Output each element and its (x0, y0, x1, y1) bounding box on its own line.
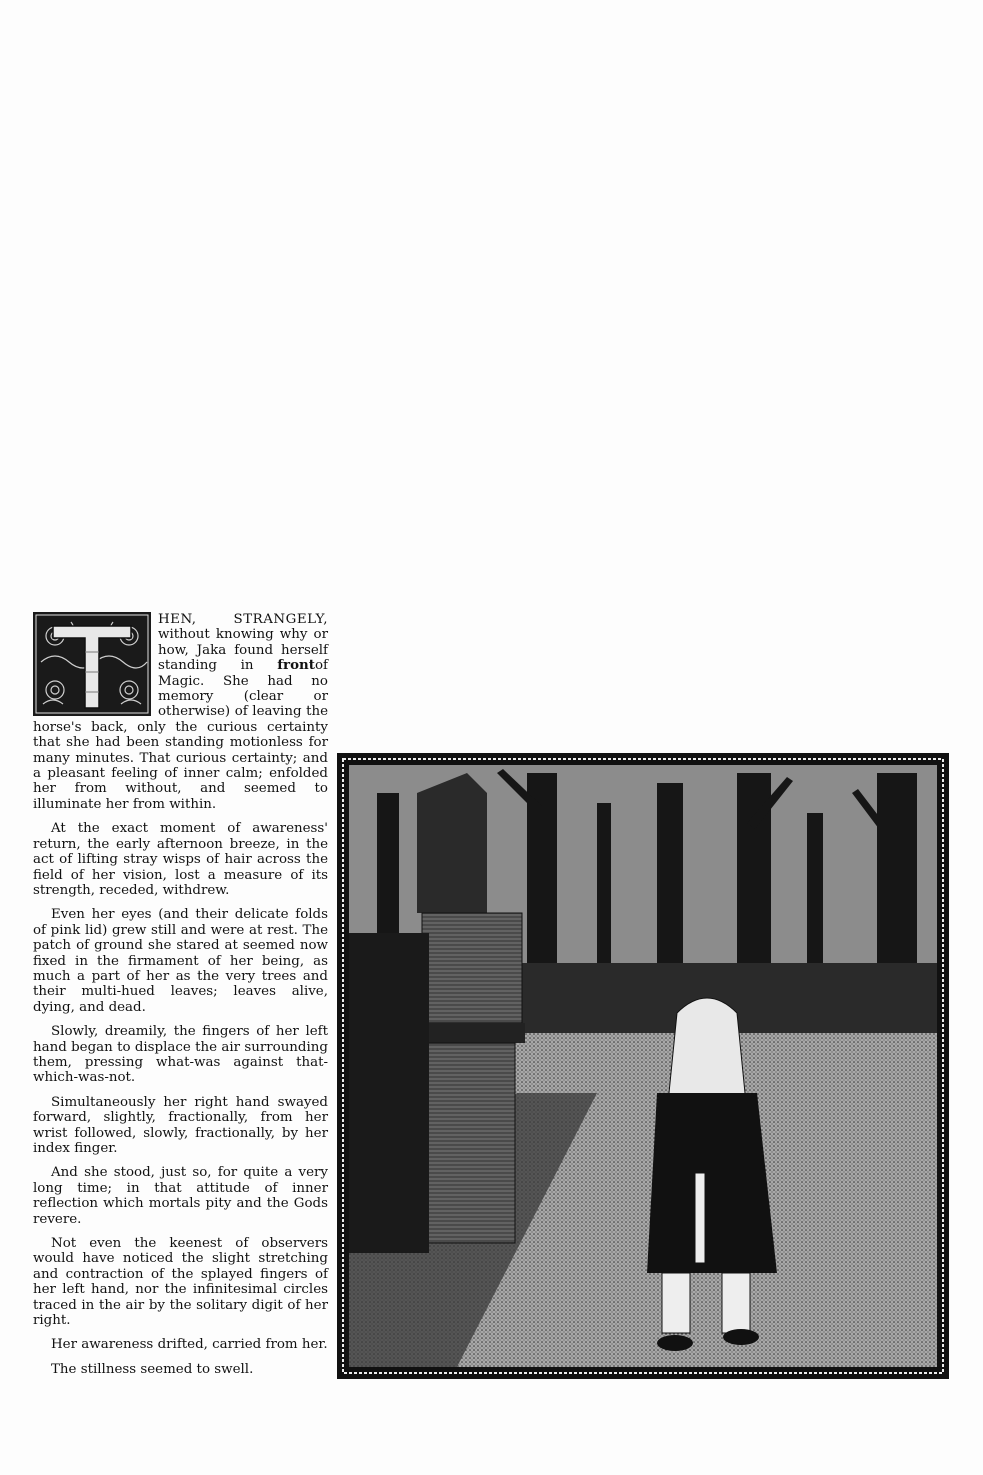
paragraph: Her awareness drifted, carried from her. (51, 1337, 328, 1353)
ornate-dropcap-t (33, 612, 151, 716)
bold-word: front (277, 657, 315, 674)
story-text (33, 612, 328, 1386)
paragraph: And she stood, just so, for quite a very long time; in that attitude of inner reflection which mortals pity and the Gods revere. (33, 1165, 328, 1227)
lead-in: HEN, STRANGELY, (158, 612, 328, 627)
paragraph: Slowly, dreamily, the fingers of her left hand began to displace the air surrounding them, pressing what-was against that-which-was-not. (33, 1024, 328, 1086)
paragraph-1-b: of Magic. She had no memory (clear or otherwise) of leaving the horse's back, only the curious certainty that she had been standing motionless for many minutes. That curious certainty; and a pleasant feeling of inner calm; enfolded her from without, and seemed to illuminate her from within. (33, 658, 328, 812)
paragraph: The stillness seemed to swell. (51, 1361, 254, 1377)
paragraph: Not even the keenest of observers would have noticed the slight stretching and contraction of the splayed fingers of her left hand, nor the infinitesimal circles traced in the air by the solitary digit of her right. (33, 1236, 328, 1329)
paragraph-1-a: without knowing why or how, Jaka found herself standing in (158, 627, 328, 674)
paragraph: Simultaneously her right hand swayed forward, slightly, fractionally, from her wrist followed, slowly, fractionally, by her index finger. (33, 1094, 328, 1156)
forest-illustration (337, 753, 949, 1379)
paragraph: At the exact moment of awareness' return, the early afternoon breeze, in the act of lifting stray wisps of hair across the field of her vision, lost a measure of its strength, receded, withdrew. (33, 821, 328, 898)
paragraph: Even her eyes (and their delicate folds of pink lid) grew still and were at rest. The patch of ground she stared at seemed now fixed in the firmament of her being, as much a part of her as the very trees and their multi-hued leaves; leaves alive, dying, and dead. (33, 907, 328, 1015)
